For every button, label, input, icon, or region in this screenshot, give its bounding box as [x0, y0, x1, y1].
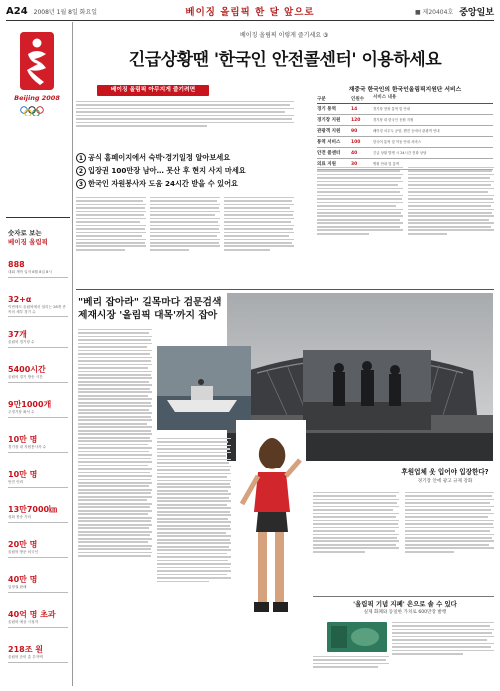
stat-item	[8, 295, 68, 317]
sidebar-title-line2: 베이징 올림픽	[8, 238, 48, 246]
story4-body-col-1	[313, 654, 389, 682]
table-cell: 통역 서비스	[317, 140, 341, 145]
stat-divider	[8, 557, 68, 558]
table-cell: 경기장 지원	[317, 118, 341, 123]
stat-item	[8, 365, 68, 383]
tip-3-text: 한국인 자원봉사자 도움 24시간 받을 수 있어요	[88, 179, 238, 188]
stat-divider	[8, 347, 68, 348]
stat-description: 올림픽 방문 외국인	[8, 550, 39, 554]
section-rule	[76, 289, 494, 290]
stat-description: 안전 인력	[8, 480, 24, 484]
stat-description: 경기장 내 자원봉사자 수	[8, 445, 47, 449]
story4-body-col-2	[392, 620, 494, 680]
sidebar-title	[8, 229, 68, 247]
table-cell: 100	[351, 139, 361, 145]
table-cell: 14	[351, 106, 358, 112]
table-cell: 긴급 상황 발생 시 24시간 전화 상담	[373, 150, 427, 155]
stat-value: 9만1000개	[8, 400, 52, 409]
story3-subhead: 경기장 안에 광고 규제 강화	[417, 479, 473, 484]
tip-number: 3	[76, 179, 86, 189]
story2-headline-line1: "베리 잡아라" 길목마다 검문검색	[78, 297, 222, 308]
story4-subhead: 실제 화폐와 동일한 가치로 600만장 발행	[363, 610, 447, 615]
story4-headline: '올림픽 기념 지폐' 은으로 솔 수 있다	[353, 600, 457, 608]
table-cell: 병원 안내 및 통역	[373, 161, 400, 166]
table-cell: 120	[351, 117, 361, 123]
story2-body-col-2	[157, 436, 231, 679]
table-row	[317, 126, 493, 137]
beijing-2008-logo	[10, 32, 64, 132]
tip-number: 2	[76, 166, 86, 176]
commemorative-banknote-image	[327, 622, 387, 652]
tip-1-text: 공식 홈페이지에서 숙박·경기일정 알아보세요	[88, 153, 231, 162]
stat-item	[8, 610, 68, 628]
body-col-4	[317, 165, 403, 285]
stat-description: 대회 개막 일자 8월 8일 8시	[8, 270, 52, 274]
intro-paragraph	[76, 99, 294, 149]
col-header: 인원수	[351, 97, 365, 102]
table-cell: 경기장 내 한국인 응원 지원	[373, 117, 414, 122]
header-rule	[6, 20, 494, 21]
stat-description: 성화 봉송 거리	[8, 515, 32, 519]
issue-number: ■ 제20404호	[414, 8, 454, 16]
tips-pill-label: 베이징 올림픽 아무지게 즐기려면	[97, 85, 209, 96]
story4-rule	[313, 596, 494, 597]
table-row	[317, 104, 493, 115]
olympic-emblem-icon	[20, 32, 54, 90]
stat-divider	[8, 592, 68, 593]
date-line: 2008년 1월 8일 화요일	[33, 8, 98, 16]
photo-caption: ■ 베이징 올림픽을 한 달 앞둔 베이징 시내 곳곳에 보안이 강화되고 있다. 사진은 주경기장인 '냐오차오' 전경.	[306, 436, 391, 445]
stat-item	[8, 260, 68, 278]
stat-value: 10만 명	[8, 435, 38, 444]
stat-description: 올림픽 경기장 수	[8, 340, 35, 344]
sidebar-rule	[6, 217, 70, 218]
stat-value: 13만7000㎞	[8, 505, 58, 514]
stat-value: 888	[8, 260, 25, 269]
story3-body-col-1	[313, 490, 399, 590]
story3-headline: 후원업체 옷 입어야 입장한다?	[401, 468, 489, 476]
stat-item	[8, 575, 68, 593]
body-col-2	[150, 195, 220, 287]
stat-divider	[8, 277, 68, 278]
stat-value: 10만 명	[8, 470, 38, 479]
stat-value: 20만 명	[8, 540, 38, 549]
tip-1	[76, 151, 294, 164]
page-number: A24	[6, 5, 28, 17]
stat-item	[8, 505, 68, 523]
tip-2	[76, 164, 294, 177]
boat-photo	[157, 346, 251, 430]
stat-divider	[8, 316, 68, 317]
col-header: 서비스 내용	[373, 95, 397, 100]
story3-body-col-2	[405, 490, 494, 590]
stat-divider	[8, 417, 68, 418]
stat-item	[8, 645, 68, 663]
stat-value: 5400시간	[8, 365, 46, 374]
security-guards-photo	[303, 350, 431, 430]
service-table	[317, 84, 493, 170]
body-col-3	[224, 195, 294, 287]
stat-description: 올림픽 경기 방송 시간	[8, 375, 43, 379]
stat-value: 32+α	[8, 295, 32, 304]
left-sidebar	[6, 22, 70, 686]
table-cell: 안전 콜센터	[317, 151, 341, 156]
table-body	[317, 104, 493, 170]
stat-value: 218조 원	[8, 645, 43, 654]
publisher-name: 중앙일보	[459, 7, 494, 18]
olympic-rings-icon	[18, 106, 58, 116]
col-header: 구분	[317, 97, 326, 102]
table-cell: 경기 통역	[317, 107, 336, 112]
column-divider	[72, 22, 73, 686]
stat-divider	[8, 662, 68, 663]
stat-item	[8, 400, 68, 418]
table-title: 재중국 한국인의 한국인올림픽지원단 서비스	[348, 87, 462, 93]
story2-body-col-1	[78, 327, 152, 679]
main-headline: 긴급상황땐 '한국인 안전콜센터' 이용하세요	[128, 50, 442, 70]
table-row	[317, 115, 493, 126]
stat-item	[8, 540, 68, 558]
stat-item	[8, 470, 68, 488]
tip-number: 1	[76, 153, 86, 163]
page-header	[6, 3, 494, 19]
table-header	[317, 96, 493, 104]
tip-2-text: 입장권 100만장 남아… 못산 후 현지 사지 마세요	[88, 166, 246, 175]
stat-divider	[8, 382, 68, 383]
tip-3	[76, 177, 294, 190]
body-col-5	[408, 165, 494, 285]
stat-description: 주경기장 좌석 수	[8, 410, 35, 414]
stat-divider	[8, 627, 68, 628]
stat-value: 37개	[8, 330, 27, 339]
body-col-1	[76, 195, 146, 287]
series-kicker: 베이징 올림픽 이렇게 즐기세요 ③	[240, 32, 329, 39]
stat-item	[8, 435, 68, 453]
stat-description: 이번에도 올림픽에서 열리는 28개 종목의 세부 경기 수	[8, 305, 66, 314]
sidebar-title-line1: 숫자로 보는	[8, 229, 42, 237]
stat-value: 40만 명	[8, 575, 38, 584]
tips-highlights	[76, 151, 294, 190]
table-row	[317, 148, 493, 159]
stat-divider	[8, 487, 68, 488]
table-cell: 90	[351, 128, 358, 134]
stat-description: 입장권 판매	[8, 585, 27, 589]
stat-divider	[8, 522, 68, 523]
stat-value: 40억 명 초과	[8, 610, 56, 619]
stat-description: 올림픽 준비 총 투자액	[8, 655, 43, 659]
table-cell: 한국어 통역 및 이동 안내 서비스	[373, 139, 421, 144]
story2-headline-line2: 제재시장 '올림픽 대목'까지 잡아	[78, 310, 218, 321]
body-col-narrow	[300, 84, 314, 284]
stat-divider	[8, 452, 68, 453]
stat-item	[8, 330, 68, 348]
table-cell: 의료 지원	[317, 162, 336, 167]
stat-description: 올림픽 예상 시청자	[8, 620, 39, 624]
table-row	[317, 137, 493, 148]
cheerleader-photo	[236, 420, 306, 628]
table-cell: 베이징 서우두 공항, 톈진 등에서 관광객 안내	[373, 128, 440, 133]
table-cell: 30	[351, 161, 358, 167]
section-title: 베이징 올림픽 한 달 앞으로	[185, 7, 315, 18]
table-cell: 관광객 지원	[317, 129, 341, 134]
logo-caption: Beijing 2008	[14, 94, 60, 102]
table-cell: 40	[351, 150, 358, 156]
table-cell: 경기장 현장 통역 및 안내	[373, 106, 411, 111]
story2-headline	[78, 296, 228, 322]
